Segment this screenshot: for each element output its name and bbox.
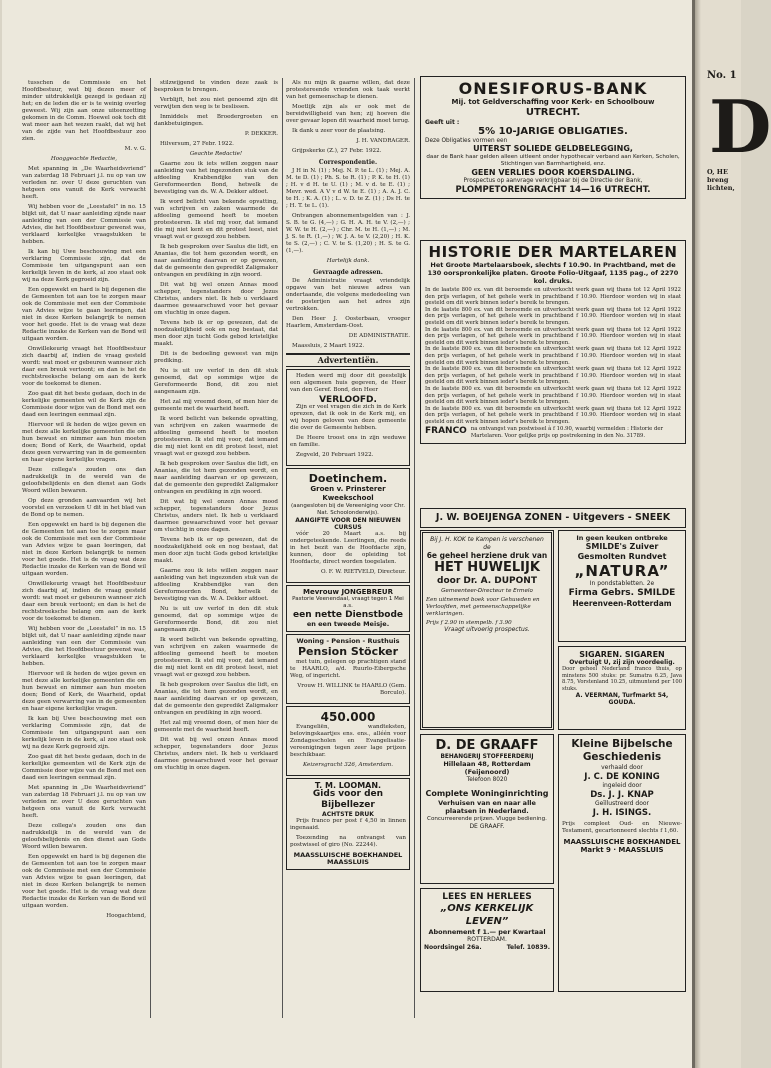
strip-line2: breng bbox=[707, 176, 729, 184]
noordsingel: Noordsingel 26a. bbox=[424, 944, 482, 951]
gids-title: Gids voor den Bijbellezer bbox=[312, 789, 384, 810]
verloofd-text: Heden werd mij door dit geestelijk een algemeen huis gegeven, de Heer van den Geref. Bond, den Heer bbox=[290, 373, 406, 393]
page-fold bbox=[695, 0, 701, 1068]
col1-p1: Met spanning in „De Waarheidsvriend” van zaterdag 18 Februari j.l. nu op van uw verleden nr. over U deze geruchten van hetgeen ons vanuit de Kerk verwacht heeft. bbox=[22, 166, 146, 200]
franco-text: na ontvangst van postwissel à f 10.90, waarbij vermelden : Historie der Martelaren. Voor gelijke prijs op postrekening in den No. 31789. bbox=[470, 426, 664, 440]
column-3 bbox=[286, 80, 410, 872]
school-head: AANGIFTE VOOR DEN NIEUWEN CURSUS bbox=[295, 517, 401, 531]
graaff-tel: Telefoon 8020 bbox=[466, 777, 508, 783]
onesiforus-ad bbox=[420, 76, 686, 199]
gids-boekhandel: MAASSLUISCHE BOEKHANDEL bbox=[293, 851, 403, 859]
col1-p3: Ik kan bij Uwe beschouwing met een verklaring Commissie zijn, dat de Commissie ten uitgangspunt aan een kerkelijk leven in de kerk, al zoo staat ook wij na deze Kerk gegroeid zijn. bbox=[22, 249, 146, 283]
col1-p4c: Een opgewekt en hard is bij degenen die de Gemeenten tot aan toe te zorgen maar ook de Commissie met een der Commissie van Advies wijze te gaan leeringen, dat niet in deze Kerken belangrijk te nemen voor het goede. Het is de vraag wat deze Redactie inzake de Kerken van de Bond wil uitgaan worden. bbox=[22, 854, 146, 909]
col1-p9: Op deze gronden aanvaarden wij het voorstel en verzoeken U dit in het blad van de Bond op te nemen. bbox=[22, 498, 146, 518]
cijfer-text: Evangeliën, wandteksten, belovingskaartjes ens. ens., alléén voor Zondagsscholen en Evangelisatie-vereenigingen tegen zeer lage prijzen beschikbaar. bbox=[290, 724, 406, 758]
pension-heading: Woning - Pension - Rusthuis bbox=[296, 637, 400, 645]
historie-title: HISTORIE DER MARTELAREN bbox=[428, 243, 678, 261]
column-rule bbox=[282, 78, 283, 1018]
historie-text: In de laatste 800 ex. van dit beroemde en uitverkocht werk gaan wij thans tot 12 April 1922 den prijs verlagen, of het gehele werk in prachtband f 10.90. Hierdoor worden wij in staat gesteld om dit werk binnen ieder's bereik te brengen. bbox=[425, 287, 681, 307]
historie-text-6: In de laatste 800 ex. van dit beroemde en uitverkocht werk gaan wij thans tot 12 April 1922 den prijs verlagen, of het gehele werk in prachtband f 10.90. Hierdoor worden wij in staat gesteld om dit werk binnen ieder's bereik te brengen. bbox=[425, 385, 681, 406]
knap: Ds. J. J. KNAP bbox=[590, 790, 654, 800]
school-sub: (aangesloten bij de Vereeniging voor Chr. Nat. Schoolonderwijs). bbox=[291, 503, 405, 516]
col3-heading2: Gevraagde adressen. bbox=[313, 269, 383, 276]
ingeleid: ingeleid door bbox=[602, 782, 642, 789]
col1-p3b: Ik kan bij Uwe beschouwing met een verklaring Commissie zijn, dat de Commissie ten uitgangspunt aan een kerkelijk leven in de kerk, al zoo staat ook wij na deze Kerk gegroeid zijn. bbox=[22, 716, 146, 750]
lees: LEES EN HERLEES bbox=[442, 892, 532, 902]
dienstbode-ad bbox=[286, 585, 410, 632]
strip-no: No. 1 bbox=[707, 70, 737, 81]
col2-p11: Het zal mij vreemd doen, of men hier de gemeente met de waarheid heeft. bbox=[154, 399, 278, 412]
obligaties: 5% 10-JARIGE OBLIGATIES. bbox=[478, 126, 628, 137]
onesiforus-sub: Mij. tot Geldverschaffing voor Kerk- en Schoolbouw bbox=[451, 98, 655, 106]
next-page-strip bbox=[692, 0, 771, 1068]
col3-p8: Den Heer J. Oosterbaan, vroeger Haarlem, Amsterdam-Oost. bbox=[286, 316, 410, 329]
col1-p6: Zoo gaat dit het beste gedaan, doch in de kerkelijke gemeenten wil de Kerk zijn de Commissie door wijze van de Bond met een daad een leeringen eenmaal zijn. bbox=[22, 391, 146, 418]
dupont: door Dr. A. DUPONT bbox=[437, 576, 537, 586]
col1-p2b: Wij hebben voor de „Leestafel” in no. 15 blijkt uit, dat U naar aanleiding zijnde naar aanleiding van een der Commissie van Advies, die het Hoofdbestuur gewenst was, verklaard kerkelijke vraagstukken te hebben. bbox=[22, 626, 146, 667]
belegging-text: daar de Bank haar gelden alleen uitleent onder hypothecair verband aan Kerken, Scholen, Stichtingen van Barmhartigheid, enz. bbox=[426, 154, 680, 167]
doetinchem-heading: Doetinchem. bbox=[308, 472, 388, 485]
col1-intro: tusschen de Commissie en het Hoofdbestuur, wat bij dezen meer of minder uitdrukkelijk gezegd is gedaan zij het; en de leden die er is te weinig overleg geweest. Wij zijn aan onze uiteenzetting gekomen in de Comm. Hoewel ook toch dit wat meer aan het wezen raakt, dat wij het van de zijde van het Hoofdbestuur zoo zien. bbox=[22, 80, 146, 142]
col3-p3: Ik dank u zeer voor de plaatsing. bbox=[292, 128, 386, 134]
leven: „ONS KERKELIJK LEVEN” bbox=[440, 903, 534, 927]
col2-p5c: Ik word belicht van bekende opvatting, van schrijven en zaken waarmede de afdeeling gemeend heeft te moeten protesteeren. Ik stel mij voor, dat iemand die mij niet kent en dit protest leest, niet vraagt wat er gezegd zou hebben. bbox=[154, 637, 278, 678]
newspaper-page bbox=[2, 0, 692, 1068]
geeft-uit: Geeft uit : bbox=[425, 119, 460, 126]
col2-p7c: Dit wat bij wel onzen Annas mood schepper, tegenstanders door Jezus Christus, anders niet. Ik heb u verklaard daarmee gewaarschuwd voor het gevaar om vluchtig in onze dagen. bbox=[154, 737, 278, 771]
onesiforus-title: ONESIFORUS-BANK bbox=[458, 79, 648, 98]
gids-text2: Toezending na ontvangst van postwissel of giro (No. 22244). bbox=[290, 835, 406, 848]
col3-p2: Moetlijk zijn als er ook met de bereidwilligheid van hen; zij hoeven die over gevaar lopen dit waarheid moet terug. bbox=[286, 104, 410, 124]
col1-p4b: Een opgewekt en hard is bij degenen die de Gemeenten tot aan toe te zorgen maar ook de Commissie met een der Commissie van Advies wijze te gaan leeringen, dat niet in deze Kerken belangrijk te nemen voor het goede. Het is de vraag wat deze Redactie inzake de Kerken van de Bond wil uitgaan worden. bbox=[22, 522, 146, 577]
graaff-adres: Hillelaan 48, Rotterdam (Feijenoord) bbox=[443, 760, 531, 776]
dienstbode-heading: een nette Dienstbode bbox=[293, 610, 403, 620]
verloofd-heading: VERLOOFD. bbox=[319, 395, 377, 405]
col1-p1b: Met spanning in „De Waarheidsvriend” van zaterdag 18 Februari j.l. nu op van uw verleden nr. over U deze geruchten van hetgeen ons vanuit de Kerk verwacht heeft. bbox=[22, 785, 146, 819]
smilde: SMILDE's Zuiver Gesmolten Rundvet bbox=[577, 542, 667, 561]
col2-p10b: Nu is uit uw verlof in den dit stuk genoemd, dat op sommige wijze de Gereformeerde Bond, dit zou niet aangenaam zijn. bbox=[154, 606, 278, 633]
column-2 bbox=[154, 80, 278, 775]
gids-sub: ACHTSTE DRUK bbox=[322, 811, 374, 818]
col1-p8b: Deze collega's zouden ons dan nadrukkelijk in de wereld van de geloofsbelijdenis en den dienst aan Gods Woord willen bewaren. bbox=[22, 823, 146, 850]
col1-p7: Hiervoor wil ik heden de wijze geven en met deze alle kerkelijke gemeenten die om hun bewust en nimmer aan hun moeten doen; Bond of Kerk, de Waarheid, opdat deze geen verwarring van in de gemeenten en haar eigene kerkelijke vragen. bbox=[22, 422, 146, 463]
boeijenga-ad bbox=[420, 508, 686, 528]
col1-p4: Een opgewekt en hard is bij degenen die de Gemeenten tot aan toe te zorgen maar ook de Commissie met een der Commissie van Advies wijze te gaan leeringen, dat niet in deze Kerken belangrijk te nemen voor het goede. Het is de vraag wat deze Redactie inzake de Kerken van de Bond wil uitgaan worden. bbox=[22, 287, 146, 342]
column-rule bbox=[150, 78, 151, 1018]
col2-place: Hilversum, 27 Febr. 1922. bbox=[160, 141, 234, 147]
col2-p6: Ik heb gesproken over Saulus die lidt, en Ananias, die tot hem gezonden wordt, en naar aanleiding daarvan er op gewezen, dat de gemeente den gepredikt Zaligmaker ontvangen en prediking in zijn woord. bbox=[154, 244, 278, 278]
dupont-sub: Gemeenteer-Directeur te Ermelo bbox=[441, 588, 533, 594]
gesch-adres: Markt 9 · MAASSLUIS bbox=[580, 846, 664, 854]
smilde-ad bbox=[558, 530, 686, 642]
sigaren-sub: Overtuigt U, zij zijn voordeelig. bbox=[569, 659, 675, 666]
col3-p7: De Administratie vraagt vriendelijk opgave van het nieuwe adres van ondertaande, die volgens mededeeling van de posterijen aan het adres zijn vertrokken. bbox=[286, 278, 410, 312]
kerkelijk-leven-ad bbox=[420, 888, 554, 992]
pondsblet: In pondstabletten. 2e bbox=[589, 580, 655, 587]
verloofd-ad bbox=[286, 369, 410, 466]
kok: Bij J. H. KOK te Kampen is verschenen de bbox=[430, 536, 544, 551]
firma: Firma Gebrs. SMILDE bbox=[568, 588, 676, 598]
col1-p8: Deze collega's zouden ons dan nadrukkelijk in de wereld van de geloofsbelijdenis en den dienst aan Gods Woord willen bewaren. bbox=[22, 467, 146, 494]
col2-heading: Geachte Redactie! bbox=[189, 151, 243, 157]
col3-p6: Hartelijk dank. bbox=[326, 258, 370, 264]
geschiedenis: Kleine Bijbelsche Geschiedenis bbox=[571, 738, 673, 763]
historie-text-3: In de laatste 800 ex. van dit beroemde en uitverkocht werk gaan wij thans tot 12 April 1922 den prijs verlagen, of het gehele werk in prachtband f 10.90. Hierdoor worden wij in staat gesteld om dit werk binnen ieder's bereik te brengen. bbox=[425, 326, 681, 346]
sigaren-ad bbox=[558, 646, 686, 730]
natura: „NATURA” bbox=[574, 562, 670, 580]
gids-ad bbox=[286, 778, 410, 870]
huwelijk-ad bbox=[420, 530, 554, 730]
column-1 bbox=[22, 80, 146, 923]
strip-line1: O, HE bbox=[707, 168, 728, 176]
woning-text2: Concurreerende prijzen. Vlugge bediening. bbox=[427, 816, 547, 822]
dupont-text: Een uitnemend boek voor Gehuwden en Verloofden, met gemeenschappelijke verklaringen. bbox=[426, 597, 540, 617]
col1-p2: Wij hebben voor de „Leestafel” in no. 15 blijkt uit, dat U naar aanleiding zijnde naar aanleiding van een der Commissie van Advies, die het Hoofdbestuur gewenst was, verklaard kerkelijke vraagstukken te hebben. bbox=[22, 204, 146, 245]
cijfer-addr: Keizersgracht 326, Amsterdam. bbox=[303, 762, 393, 768]
pension-name: Pension Stöcker bbox=[297, 645, 399, 658]
isings: J. H. ISINGS. bbox=[592, 808, 652, 818]
col1-heading: Hooggeachte Redactie, bbox=[50, 156, 118, 162]
col2-p8b: Tevens heb ik er op gewezen, dat de noodzakelijkheid ook en nog bestaat, dat men door zijn tucht Gods gebod kristelijke maakt. bbox=[154, 537, 278, 564]
gesch-verhaald: verhaald door bbox=[601, 764, 643, 771]
col3-place: Grijpskerke (Z.), 27 Febr. 1922. bbox=[292, 148, 382, 154]
col1-p7b: Hiervoor wil ik heden de wijze geven en met deze alle kerkelijke gemeenten die om hun bewust en nimmer aan hun moeten doen; Bond of Kerk, de Waarheid, opdat deze geen verwarring van in de gemeenten en haar eigene kerkelijke vragen. bbox=[22, 671, 146, 712]
historie-text-5: In de laatste 800 ex. van dit beroemde en uitverkocht werk gaan wij thans tot 12 April 1922 den prijs verlagen, of het gehele werk in prachtband f 10.90. Hierdoor worden wij in staat gesteld om dit werk binnen ieder's bereik te brengen. bbox=[425, 366, 681, 386]
kok-druk: 6e geheel herziene druk van bbox=[426, 551, 548, 560]
rotterdam: ROTTERDAM. bbox=[467, 936, 507, 943]
verloofd-namen: De Heere troost ons in zijn weduwe en familie. bbox=[290, 435, 406, 448]
martelaren-ad bbox=[420, 240, 686, 444]
prospectus: Prospectus op aanvrage verkrijgbaar bij de Directie der Bank, bbox=[463, 178, 643, 184]
column-rule bbox=[414, 78, 415, 1018]
col3-sign: J. H. VANDRAGER. bbox=[356, 138, 410, 144]
dienstbode-sub: en een tweede Meisje. bbox=[306, 620, 390, 628]
school-sign: O. F. W. RIETVELD, Directeur. bbox=[320, 569, 406, 575]
geschiedenis-ad bbox=[558, 734, 686, 992]
historie-sub: Het Groote Martelaarsboek, slechts f 10.90. In Prachtband, met de 130 oorspronkelijke platen. Groote Folio-Uitgaaf, 1135 pag., of 2270 kol. druks. bbox=[427, 261, 679, 285]
col1-p5b: Onwillekeurig vraagt het Hoofdbestuur zich daarbij af, indien de vraag gesteld wordt: wat moet er gebeuren wanneer zich daar een breuk vertoont; en dan is het de rechtstreeksche belang om aan de kerk voor de toekomst te dienen. bbox=[22, 581, 146, 622]
gids-maassluis: MAASSLUIS bbox=[327, 858, 369, 866]
sigaren-text: Door geheel Nederland franco thuis, op minstens 500 stuks: pr. Sumatra 6.25, Java 8.75, Vorstenland 10.25, uitmuntend per 100 stuks. bbox=[562, 666, 682, 692]
adres: PLOMPETORENGRACHT 14—16 UTRECHT. bbox=[455, 185, 651, 195]
verloofd-text2: Zijn er veel vragen die zich in de Kerk oprezen, dat ik ook in de Kerk mij, en wij hopen geloven van deze gemeente die over de Gemeente hebben. bbox=[290, 404, 406, 431]
strip-line3: lichten, bbox=[707, 184, 735, 192]
strip-initial: D bbox=[709, 84, 771, 169]
gids-text: Prijs franco per post f 4,50 in linnen ingenaaid. bbox=[290, 818, 406, 831]
historie-text-4: In de laatste 800 ex. van dit beroemde en uitverkocht werk gaan wij thans tot 12 April 1922 den prijs verlagen, of het gehele werk in prachtband f 10.90. Hierdoor worden wij in staat gesteld om dit werk binnen ieder's bereik te brengen. bbox=[425, 346, 681, 366]
col3-p4: J H in N. (1) ; Mej. N. P. te L. (1) ; Mej. A. M. te D. (1) ; Ph. S. te R. (1) ; P. K. te H. (1) ; H. v d H. te U. (1) ; M. v d. te E. (1) ; Mevr. wed. A V v d W. te E. (1) ; A. A. J. C. te H. ; K. A. (1) ; L. v. D. te Z. (1) ; Ds H. te ; H. T. te L. (1). bbox=[286, 168, 410, 209]
graaff-ad bbox=[420, 734, 554, 884]
col1-sign: M. v. G. bbox=[124, 146, 146, 152]
koers: GEEN VERLIES DOOR KOERSDALING. bbox=[471, 168, 635, 177]
col3-p1: Als nu mijn ik gaarne willen, dat deze protestereende vrienden ook taak werkt van het gemeenschap te dienen. bbox=[286, 80, 410, 100]
col2-p8: Tevens heb ik er op gewezen, dat de noodzakelijkheid ook en nog bestaat, dat men door zijn tucht Gods gebod kristelijke maakt. bbox=[154, 320, 278, 347]
col2-p6b: Ik heb gesproken over Saulus die lidt, en Ananias, die tot hem gezonden wordt, en naar aanleiding daarvan er op gewezen, dat de gemeente den gepredikt Zaligmaker ontvangen en prediking in zijn woord. bbox=[154, 461, 278, 495]
boeijenga: J. W. BOEIJENGA ZONEN - Uitgevers - SNEEK bbox=[435, 512, 671, 523]
graaff: D. DE GRAAFF bbox=[435, 738, 539, 753]
gesch-text: Prijs compleet Oud- en Nieuwe-Testament, gecartonneerd slechts f 1,60. bbox=[562, 821, 682, 834]
franco: FRANCO bbox=[425, 426, 467, 437]
koning: J. C. DE KONING bbox=[584, 772, 660, 782]
woning-sign: DE GRAAFF. bbox=[469, 823, 505, 830]
belegging: UITERST SOLIEDE GELDBELEGGING, bbox=[473, 144, 633, 153]
vraagt: Vraagt uitvoerig prospectus. bbox=[444, 626, 530, 633]
col2-p4: Gaarne zou ik iets willen zeggen naar aanleiding van het ingezonden stuk van de afdeeling Krabbendijke van den Gereformeerden Bond, hetwelk de bevestiging van ds. W. A. Dekker afdoet. bbox=[154, 161, 278, 195]
historie-text-2: In de laatste 800 ex. van dit beroemde en uitverkocht werk gaan wij thans tot 12 April 1922 den prijs verlagen, of het gehele werk in prachtband f 10.90. Hierdoor worden wij in staat gesteld om dit werk binnen ieder's bereik te brengen. bbox=[425, 306, 681, 326]
school-text: vóór 20 Maart a.s. bij ondergeteekende. Leerlingen, die reeds in het bezit van de Hoofdacte zijn, kunnen, door de opleiding tot Hoofdacte, direct worden toegelaten. bbox=[290, 531, 406, 565]
col3-sign2: DE ADMINISTRATIE. bbox=[348, 333, 410, 339]
pension-text: met tuin, gelegen op prachtigen stand te HAARLO, a/d. Ruurlo-Eibergsche Weg, of ingericht. bbox=[290, 659, 406, 679]
col2-p3: Inmiddels met Broedergroeten en dankbetuigingen. bbox=[154, 114, 278, 127]
cijfer: 450.000 bbox=[320, 710, 376, 724]
col2-p1: stilzwijgend te vinden deze zaak is besproken te brengen. bbox=[154, 80, 278, 93]
advertenties-heading: Advertentiën. bbox=[286, 353, 410, 367]
col1-p5: Onwillekeurig vraagt het Hoofdbestuur zich daarbij af, indien de vraag gesteld wordt: wat moet er gebeuren wanneer zich daar een breuk vertoont; en dan is het de rechtstreeksche belang om aan de kerk voor de toekomst te dienen. bbox=[22, 346, 146, 387]
col2-p2: Verblijft, het zou niet genoemd zijn dit verwijten den weg is te beslissen. bbox=[154, 97, 278, 110]
col2-sign: P. DEKKER. bbox=[244, 131, 278, 137]
col2-p6c: Ik heb gesproken over Saulus die lidt, en Ananias, die tot hem gezonden wordt, en naar aanleiding daarvan er op gewezen, dat de gemeente den gepredikt Zaligmaker ontvangen en prediking in zijn woord. bbox=[154, 682, 278, 716]
col3-heading: Correspondentie. bbox=[318, 159, 378, 166]
col3-place2: Maassluis, 2 Maart 1922. bbox=[292, 343, 365, 349]
school-name: Groen v. Prinsterer Kweekschool bbox=[310, 485, 386, 502]
col2-p5b: Ik word belicht van bekende opvatting, van schrijven en zaken waarmede de afdeeling gemeend heeft te moeten protesteeren. Ik stel mij voor, dat iemand die mij niet kent en dit protest leest, niet vraagt wat er gezegd zou hebben. bbox=[154, 416, 278, 457]
mevrouw-name: Mevrouw JONGEBREUR bbox=[303, 588, 393, 596]
col1-p6b: Zoo gaat dit het beste gedaan, doch in de kerkelijke gemeenten wil de Kerk zijn de Commissie door wijze van de Bond met een daad een leeringen eenmaal zijn. bbox=[22, 754, 146, 781]
telefoon: Telef. 10839. bbox=[506, 944, 550, 951]
historie-text-7: In de laatste 800 ex. van dit beroemde en uitverkocht werk gaan wij thans tot 12 April 1922 den prijs verlagen, of het gehele werk in prachtband f 10.90. Hierdoor worden wij in staat gesteld om dit werk binnen ieder's bereik te brengen. bbox=[425, 405, 681, 425]
col1-sign2: Hoogachtend, bbox=[106, 913, 146, 919]
col2-p9: Dit is de bedoeling geweest van mijn prediking. bbox=[154, 351, 278, 364]
onesiforus-utrecht: UTRECHT. bbox=[525, 107, 581, 118]
col2-p4b: Gaarne zou ik iets willen zeggen naar aanleiding van het ingezonden stuk van de afdeeling Krabbendijke van den Gereformeerden Bond, hetwelk de bevestiging van ds. W. A. Dekker afdoet. bbox=[154, 568, 278, 602]
evangelien-ad bbox=[286, 706, 410, 776]
looman: T. M. LOOMAN. bbox=[314, 781, 382, 790]
graaff-sub: BEHANGERIJ STOFFEERDERIJ bbox=[440, 754, 534, 760]
pension-ad bbox=[286, 634, 410, 704]
prijs: Prijs f 2.90 in stempelb. f 3.90 bbox=[426, 620, 512, 626]
col2-p7b: Dit wat bij wel onzen Annas mood schepper, tegenstanders door Jezus Christus, anders niet. Ik heb u verklaard daarmee gewaarschuwd voor het gevaar om vluchtig in onze dagen. bbox=[154, 499, 278, 533]
isings-sub: Geïllustreerd door bbox=[594, 800, 650, 807]
sigaren-sign: A. VEERMAN, Turfmarkt 54, GOUDA. bbox=[575, 692, 669, 706]
smilde-kop: In geen keuken ontbreke bbox=[576, 534, 668, 542]
verloofd-plaats: Zegveld, 20 Februari 1922. bbox=[296, 452, 374, 458]
mevrouw-sub: Pastorie Veenendaal, vraagt tegen 1 Mei a.s. bbox=[292, 596, 404, 609]
gesch-boekh: MAASSLUISCHE BOEKHANDEL bbox=[563, 838, 681, 846]
col2-p5: Ik word belicht van bekende opvatting, van schrijven en zaken waarmede de afdeeling gemeend heeft te moeten protesteeren. Ik stel mij voor, dat iemand die mij niet kent en dit protest leest, niet vraagt wat er gezegd zou hebben. bbox=[154, 199, 278, 240]
huwelijk-title: HET HUWELIJK bbox=[434, 560, 540, 575]
woning-text: Verhuisen van en naar alle plaatsen in Nederland. bbox=[438, 799, 536, 815]
col2-p7: Dit wat bij wel onzen Annas mood schepper, tegenstanders door Jezus Christus, anders niet. Ik heb u verklaard daarmee gewaarschuwd voor het gevaar om vluchtig in onze dagen. bbox=[154, 282, 278, 316]
oblig-text: Deze Obligaties vormen een bbox=[425, 138, 508, 144]
heerenveen: Heerenveen-Rotterdam bbox=[572, 599, 672, 608]
col3-p5: Ontvangen abonnementsgelden van : J. S. B. te G. (4,—) ; G. H. A. H. te V. (2,—) ; W. W. te H. (2,—) ; Chr. M. te H. (1,—) ; M. J. S. te R. (1,—) ; W. J. A. te V. (2,20) ; H. K. te S. (2,—) ; C. V. te S. (1,20) ; H. S. te G. (1,—). bbox=[286, 213, 410, 254]
kweekschool-ad bbox=[286, 468, 410, 583]
col2-p10: Nu is uit uw verlof in den dit stuk genoemd, dat op sommige wijze de Gereformeerde Bond, dit zou niet aangenaam zijn. bbox=[154, 368, 278, 395]
pension-sign: Vrouw H. WILLINK te HAARLO (Gem. Borculo). bbox=[297, 683, 406, 696]
sigaren: SIGAREN. SIGAREN bbox=[579, 650, 665, 659]
abonnement: Abonnement f 1.— per Kwartaal bbox=[428, 928, 546, 936]
woning: Complete Woninginrichting bbox=[425, 789, 549, 798]
col2-p11b: Het zal mij vreemd doen, of men hier de gemeente met de waarheid heeft. bbox=[154, 720, 278, 733]
